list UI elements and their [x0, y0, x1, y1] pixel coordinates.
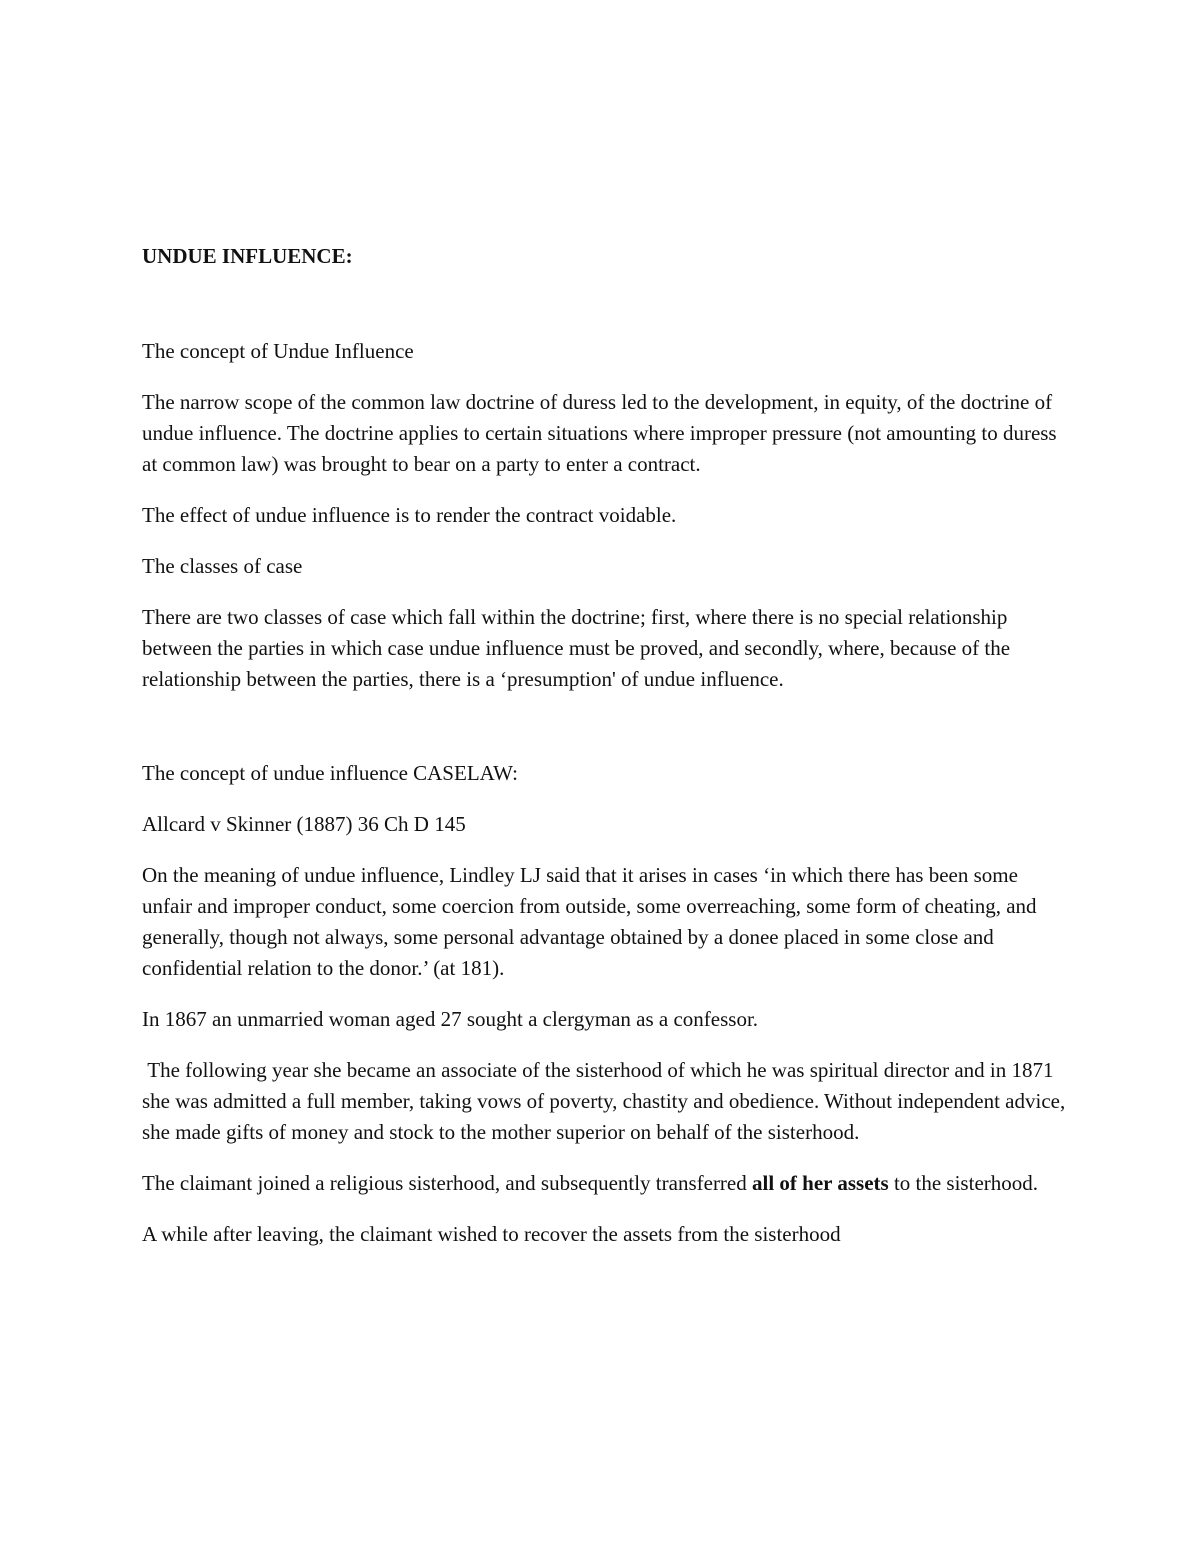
paragraph-narrow-scope: The narrow scope of the common law doctrine of duress led to the development, in equity, of the doctrine of undue influence. The doctrine applies to certain situations where improper pressure (not amounting to duress at common law) was brought to bear on a party to enter a contract.: [142, 390, 1057, 476]
paragraph-claimant-bold-assets: all of her assets: [752, 1171, 889, 1195]
paragraph-lindley: On the meaning of undue influence, Lindley LJ said that it arises in cases ‘in which there has been some unfair and improper conduct, some coercion from outside, some overreaching, some form of cheating, and generally, though not always, some personal advantage obtained by a donee placed in some close and confidential relation to the donor.’ (at 181).: [142, 863, 1037, 980]
paragraph-claimant-text-before: The claimant joined a religious sisterhood, and subsequently transferred: [142, 1171, 752, 1195]
paragraph-claimant: [142, 1168, 1072, 1199]
case-citation: Allcard v Skinner (1887) 36 Ch D 145: [142, 812, 466, 836]
document-heading: UNDUE INFLUENCE:: [142, 244, 353, 268]
paragraph-after-leaving: A while after leaving, the claimant wished to recover the assets from the sisterhood: [142, 1222, 841, 1246]
paragraph-claimant-text-after: to the sisterhood.: [888, 1171, 1039, 1195]
paragraph-classes: There are two classes of case which fall within the doctrine; first, where there is no special relationship between the parties in which case undue influence must be proved, and secondly, where, because of the relationship between the parties, there is a ‘presumption' of undue influence.: [142, 605, 1011, 691]
document-body: [142, 241, 1072, 1250]
concept-title: The concept of Undue Influence: [142, 339, 414, 363]
classes-title: The classes of case: [142, 554, 303, 578]
paragraph-1867: In 1867 an unmarried woman aged 27 sought a clergyman as a confessor.: [142, 1007, 759, 1031]
paragraph-effect: The effect of undue influence is to render the contract voidable.: [142, 503, 677, 527]
caselaw-title: The concept of undue influence CASELAW:: [142, 761, 519, 785]
paragraph-following-year: The following year she became an associate of the sisterhood of which he was spiritual director and in 1871 she was admitted a full member, taking vows of poverty, chastity and obedience. Without independent advice, she made gifts of money and stock to the mother superior on behalf of the sisterhood.: [142, 1058, 1071, 1144]
